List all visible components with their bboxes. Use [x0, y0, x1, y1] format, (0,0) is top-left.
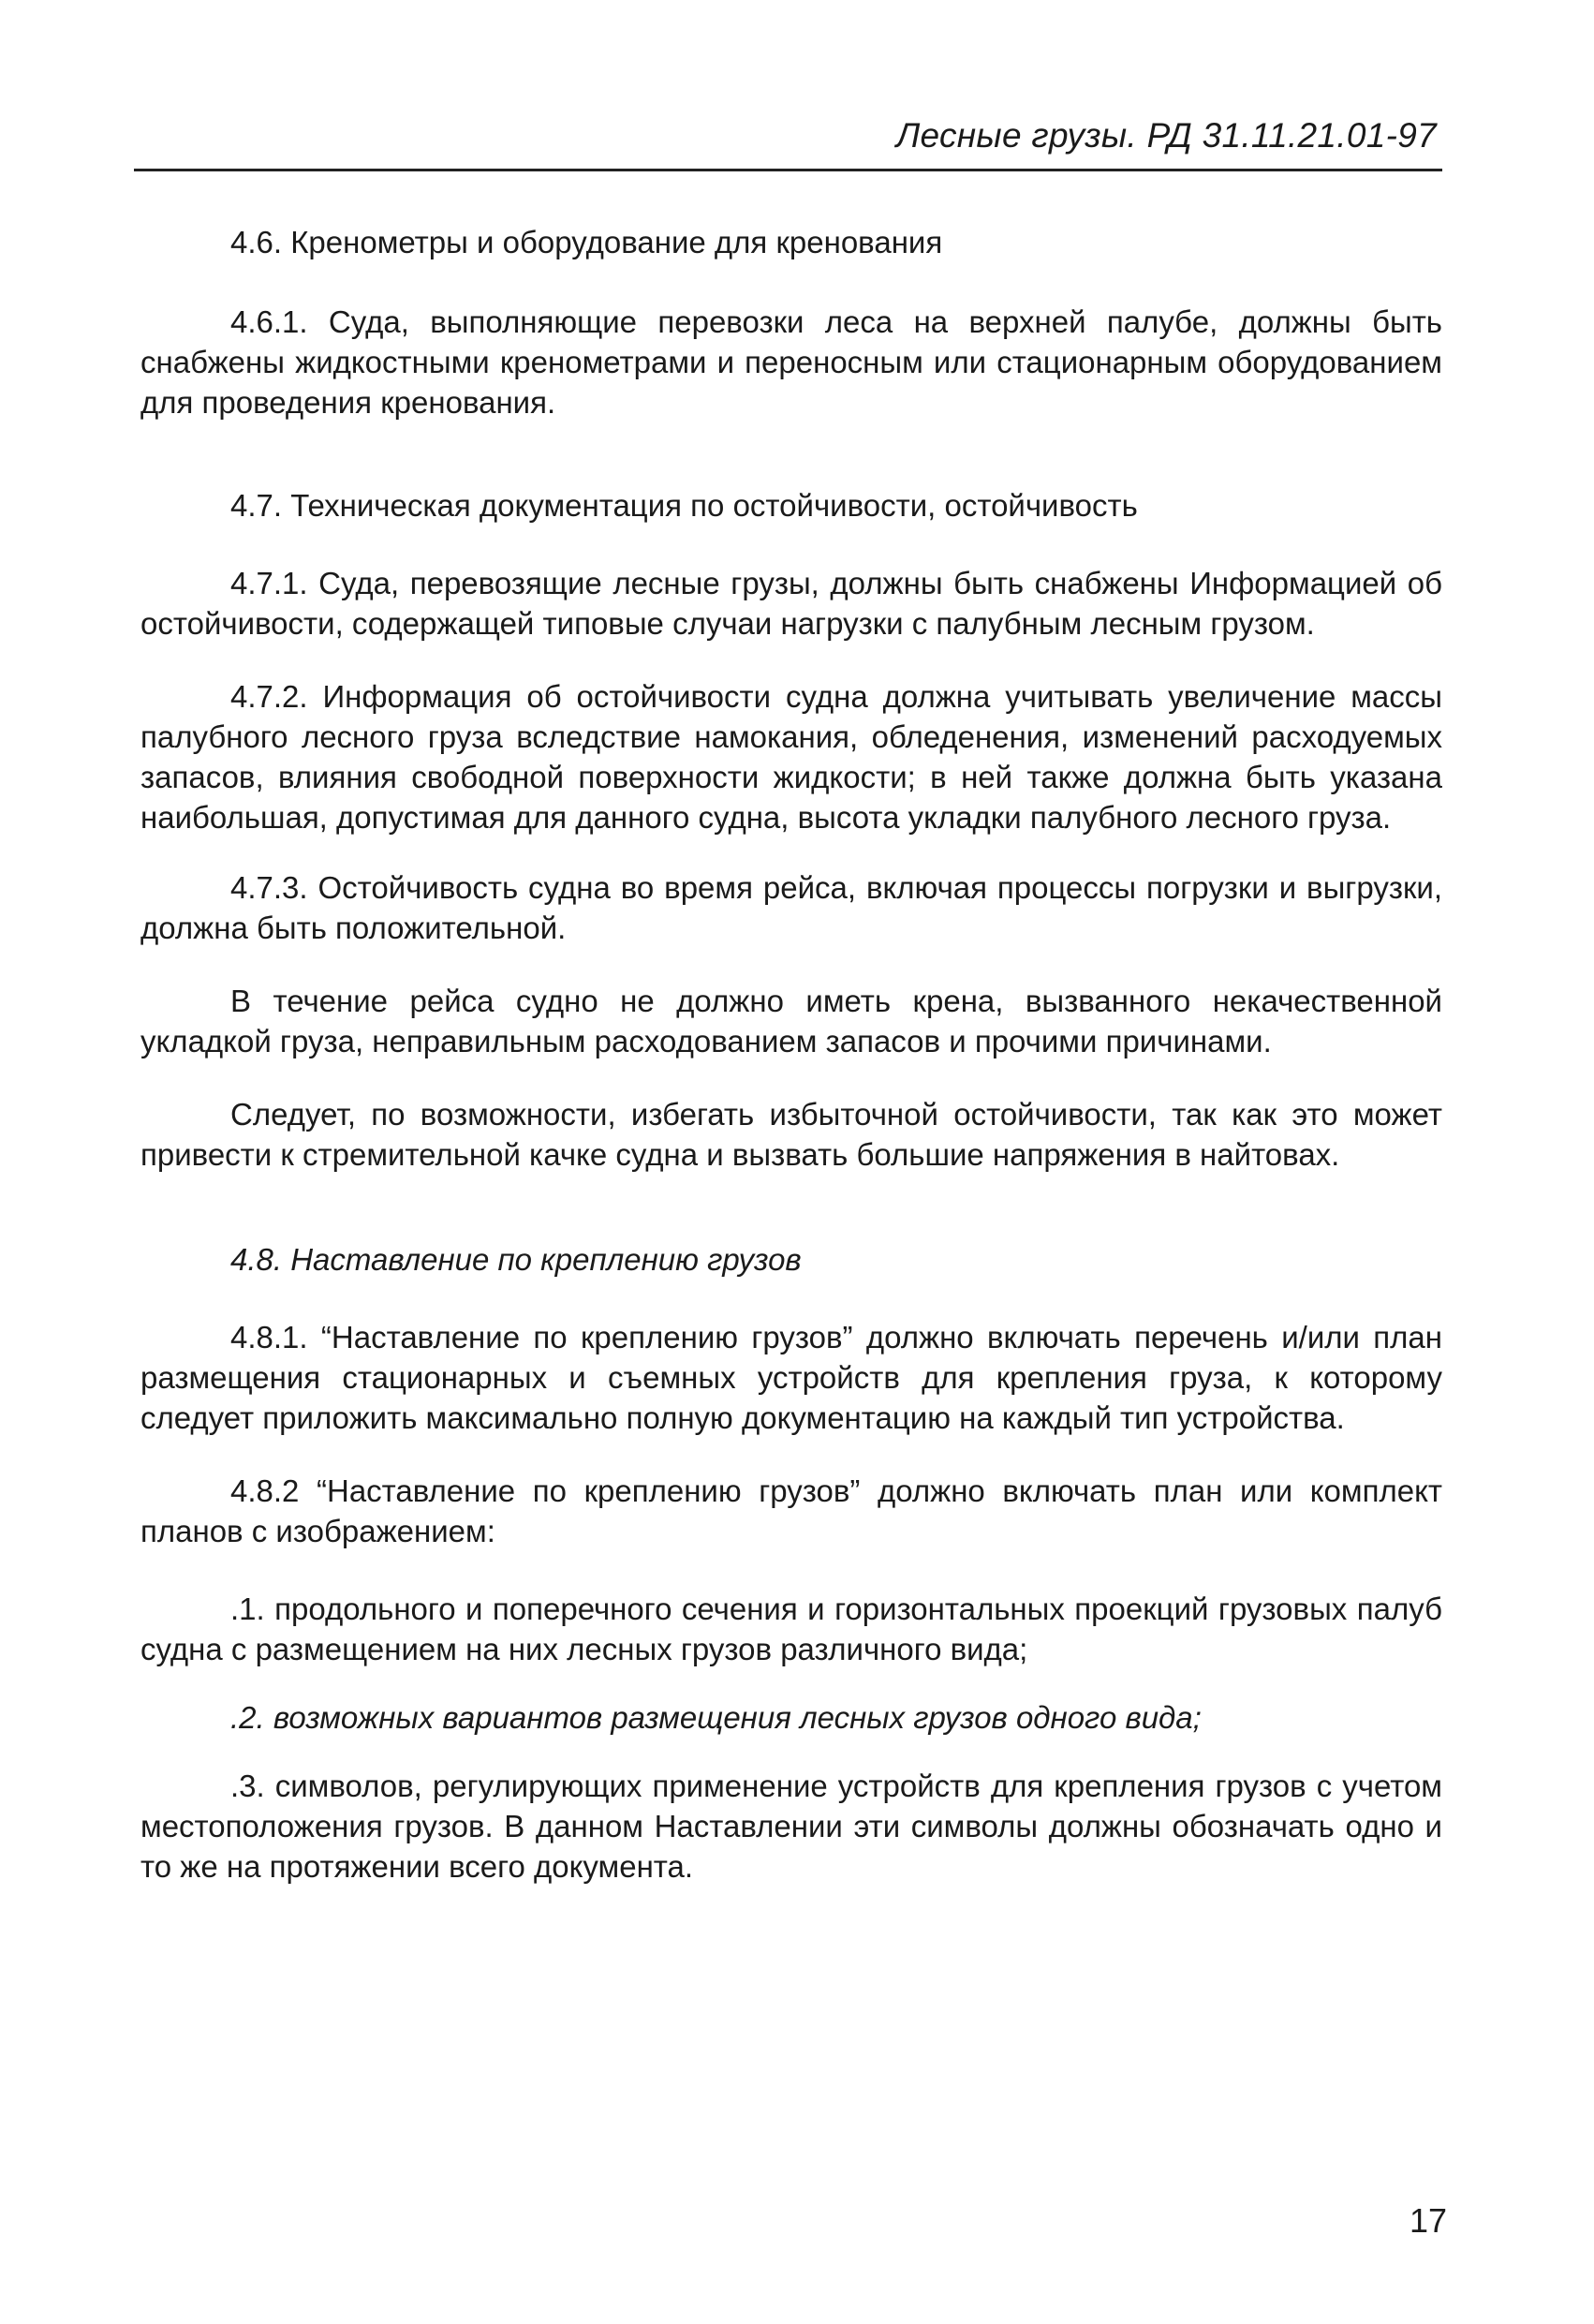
page-body [140, 223, 1442, 1887]
list-item-2: .2. возможных вариантов размещения лесных грузов одного вида; [230, 1700, 1202, 1735]
paragraph-4-7-3-heel: В течение рейса судно не должно иметь крена, вызванного некачественной укладкой груза, неправильным расходованием запасов и прочими причинами. [140, 984, 1442, 1058]
paragraph-4-8-2: 4.8.2 “Наставление по креплению грузов” должно включать план или комплект планов с изображением: [140, 1473, 1442, 1548]
list-item-1: .1. продольного и поперечного сечения и горизонтальных проекций грузовых палуб судна с размещением на них лесных грузов различного вида; [140, 1591, 1442, 1666]
section-heading-4-6: 4.6. Кренометры и оборудование для кренования [230, 225, 943, 259]
running-header-title: Лесные грузы. РД 31.11.21.01-97 [895, 116, 1437, 155]
list-item-3: .3. символов, регулирующих применение устройств для крепления грузов с учетом местоположения грузов. В данном Наставлении эти символы должны обозначать одно и то же на протяжении всего документа. [140, 1769, 1442, 1884]
section-heading-4-7: 4.7. Техническая документация по остойчивости, остойчивость [230, 488, 1138, 523]
paragraph-4-7-1: 4.7.1. Суда, перевозящие лесные грузы, должны быть снабжены Информацией об остойчивости, содержащей типовые случаи нагрузки с палубным лесным грузом. [140, 566, 1442, 641]
paragraph-4-7-3: 4.7.3. Остойчивость судна во время рейса, включая процессы погрузки и выгрузки, должна быть положительной. [140, 870, 1442, 945]
paragraph-4-7-3-excess-stability: Следует, по возможности, избегать избыточной остойчивости, так как это может привести к стремительной качке судна и вызвать большие напряжения в найтовах. [140, 1097, 1442, 1172]
running-header [134, 111, 1442, 171]
page-number: 17 [1409, 2201, 1447, 2240]
paragraph-4-8-1: 4.8.1. “Наставление по креплению грузов” должно включать перечень и/или план размещения стационарных и съемных устройств для крепления груза, к которому следует приложить максимально полную документацию на каждый тип устройства. [140, 1320, 1442, 1435]
paragraph-4-7-2: 4.7.2. Информация об остойчивости судна должна учитывать увеличение массы палубного лесного груза вследствие намокания, обледенения, изменений расходуемых запасов, влияния свободной поверхности жидкости; в ней также должна быть указана наибольшая, допустимая для данного судна, высота укладки палубного лесного груза. [140, 679, 1442, 835]
section-heading-4-8: 4.8. Наставление по креплению грузов [230, 1242, 802, 1277]
paragraph-4-6-1: 4.6.1. Суда, выполняющие перевозки леса на верхней палубе, должны быть снабжены жидкостными кренометрами и переносным или стационарным оборудованием для проведения кренования. [140, 304, 1442, 420]
